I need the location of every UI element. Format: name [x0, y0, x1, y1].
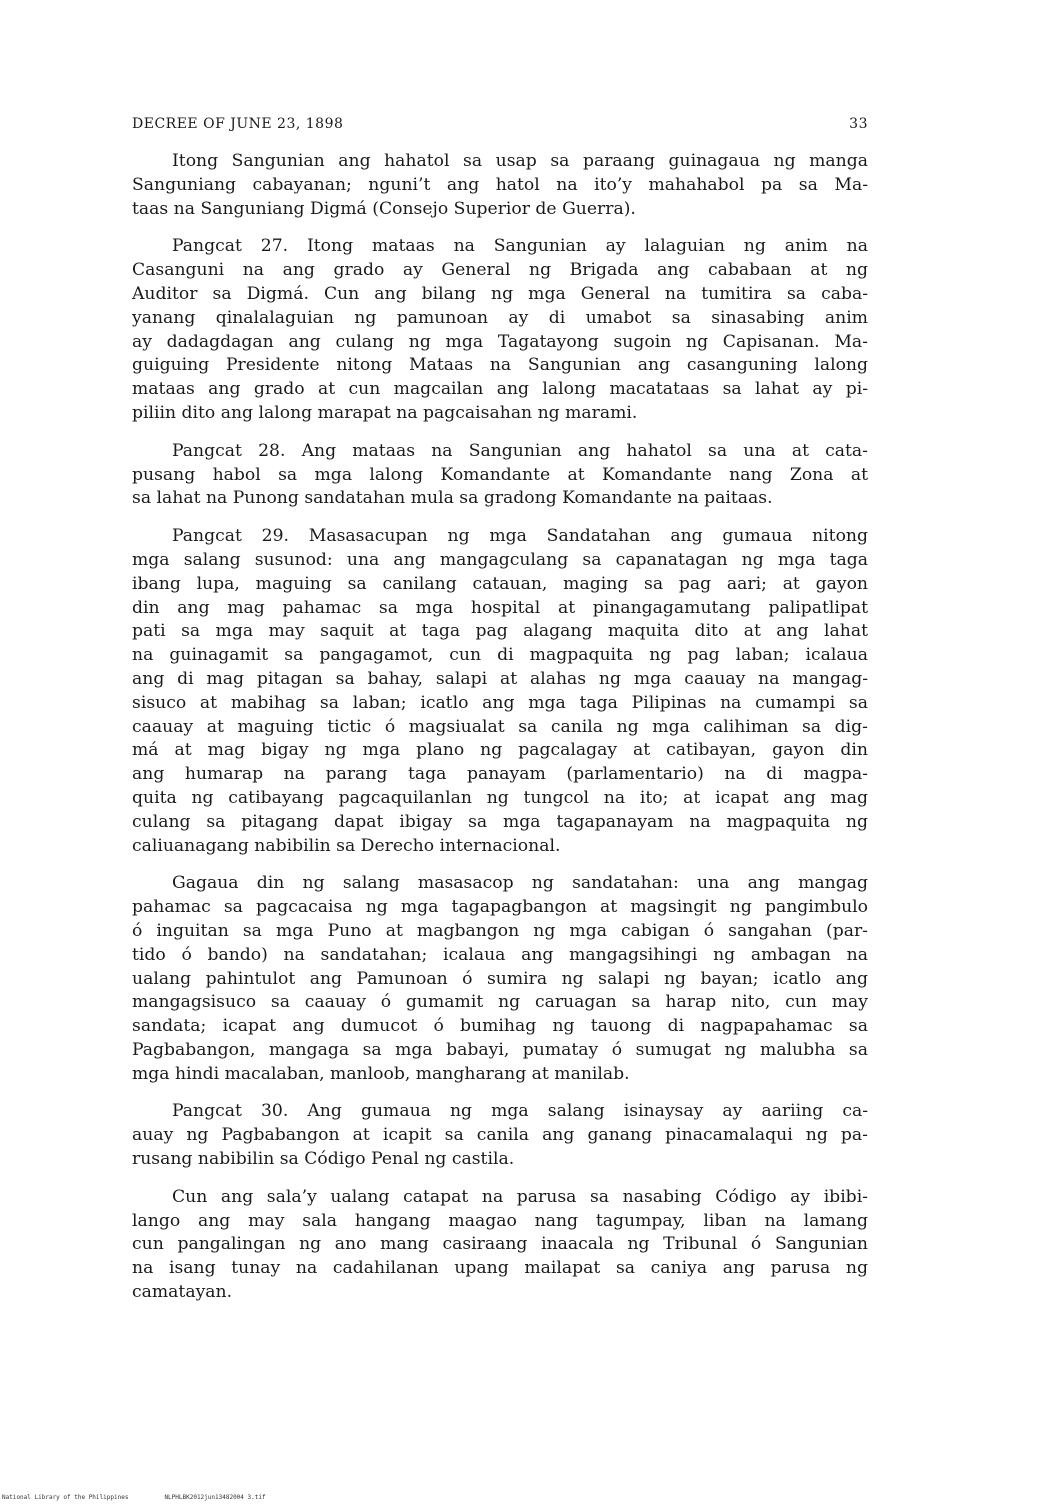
document-body — [132, 150, 868, 1319]
text-line: Pangcat 28. Ang mataas na Sangunian ang hahatol sa una at cata- — [172, 440, 868, 461]
text-line: Sanguniang cabayanan; nguni’t ang hatol na ito’y mahahabol pa sa Ma- — [132, 174, 868, 195]
paragraph — [132, 1186, 868, 1305]
text-line: Pagbabangon, mangaga sa mga babayi, pumatay ó sumugat ng malubha sa — [132, 1039, 868, 1060]
text-line: ualang pahintulot ang Pamunoan ó sumira ng salapi ng bayan; icatlo ang — [132, 968, 868, 989]
text-line: na isang tunay na cadahilanan upang mailapat sa caniya ang parusa ng — [132, 1258, 868, 1279]
text-line: Casanguni na ang grado ay General ng Brigada ang cababaan at ng — [132, 260, 868, 281]
text-line: sisuco at mabihag sa laban; icatlo ang mga taga Pilipinas na cumampi sa — [132, 692, 868, 713]
text-line: camatayan. — [132, 1282, 233, 1303]
text-line: mga salang susunod: una ang mangagculang sa capanatagan ng mga taga — [132, 549, 868, 570]
text-line: pati sa mga may saquit at taga pag alagang maquita dito at ang lahat — [132, 621, 868, 642]
text-line: yanang qinalalaguian ng pamunoan ay di umabot sa sinasabing anim — [132, 307, 868, 328]
text-line: mangagsisuco sa caauay ó gumamit ng caruagan sa harap nito, cun may — [132, 992, 868, 1013]
paragraph — [132, 235, 868, 425]
paragraph — [132, 872, 868, 1086]
text-line: quita ng catibayang pagcaquilanlan ng tungcol na ito; at icapat ang mag — [132, 787, 868, 808]
running-header — [132, 116, 868, 132]
text-line: din ang mag pahamac sa mga hospital at pinangagamutang palipatlipat — [132, 597, 868, 618]
paragraph — [132, 525, 868, 858]
footer-library: National Library of the Philippines — [2, 1494, 129, 1501]
text-line: na guinagamit sa pangagamot, cun di magpaquita ng pag laban; icalaua — [132, 645, 868, 666]
text-line: taas na Sanguniang Digmá (Consejo Superior de Guerra). — [132, 198, 636, 219]
paragraph — [132, 440, 868, 511]
text-line: pahamac sa pagcacaisa ng mga tagapagbangon at magsingit ng pangimbulo — [132, 897, 868, 918]
text-line: Pangcat 30. Ang gumaua ng mga salang isinaysay ay aariing ca- — [172, 1101, 868, 1122]
text-line: Gagaua din ng salang masasacop ng sandatahan: una ang mangag — [172, 873, 868, 894]
text-line: Auditor sa Digmá. Cun ang bilang ng mga General na tumitira sa caba- — [132, 283, 868, 304]
text-line: piliin dito ang lalong marapat na pagcaisahan ng marami. — [132, 402, 638, 423]
text-line: ó inguitan sa mga Puno at magbangon ng mga cabigan ó sangahan (par- — [132, 920, 868, 941]
text-line: Pangcat 29. Masasacupan ng mga Sandatahan ang gumaua nitong — [172, 526, 868, 547]
text-line: auay ng Pagbabangon at icapit sa canila ang ganang pinacamalaqui ng pa- — [132, 1125, 868, 1146]
text-line: má at mag bigay ng mga plano ng pagcalagay at catibayan, gayon din — [132, 740, 868, 761]
text-line: mataas ang grado at cun magcailan ang lalong macatataas sa lahat ay pi- — [132, 379, 868, 400]
page-number: 33 — [849, 116, 868, 132]
text-line: lango ang may sala hangang maagao nang tagumpay, liban na lamang — [132, 1210, 868, 1231]
text-line: ang humarap na parang taga panayam (parlamentario) na di magpa- — [132, 764, 868, 785]
text-line: sa lahat na Punong sandatahan mula sa gradong Komandante na paitaas. — [132, 488, 773, 509]
text-line: ay dadagdagan ang culang ng mga Tagatayong sugoin ng Capisanan. Ma- — [132, 331, 868, 352]
text-line: Itong Sangunian ang hahatol sa usap sa paraang guinagaua ng manga — [172, 151, 868, 171]
text-line: sandata; icapat ang dumucot ó bumihag ng tauong di nagpapahamac sa — [132, 1016, 868, 1037]
text-line: rusang nabibilin sa Código Penal ng castila. — [132, 1149, 515, 1170]
text-line: ibang lupa, maguing sa canilang catauan, maging sa pag aari; at gayon — [132, 573, 868, 594]
header-title: DECREE OF JUNE 23, 1898 — [132, 116, 344, 132]
text-line: ang di mag pitagan sa bahay, salapi at alahas ng mga caauay na mangag- — [132, 668, 868, 689]
text-line: mga hindi macalaban, manloob, mangharang at manilab. — [132, 1063, 630, 1084]
text-line: tido ó bando) na sandatahan; icalaua ang mangagsihingi ng ambagan na — [132, 944, 868, 965]
text-line: pusang habol sa mga lalong Komandante at Komandante nang Zona at — [132, 464, 868, 485]
scan-footer — [2, 1494, 266, 1501]
text-line: culang sa pitagang dapat ibigay sa mga tagapanayam na magpaquita ng — [132, 811, 868, 832]
text-line: caliuanagang nabibilin sa Derecho internacional. — [132, 835, 561, 856]
text-line: Pangcat 27. Itong mataas na Sangunian ay lalaguian ng anim na — [172, 236, 868, 257]
text-line: caauay at maguing tictic ó magsiualat sa canila ng mga calihiman sa dig- — [132, 716, 868, 737]
text-line: cun pangalingan ng ano mang casiraang inaacala ng Tribunal ó Sangunian — [132, 1234, 868, 1255]
text-line: Cun ang sala’y ualang catapat na parusa sa nasabing Código ay ibibi- — [172, 1186, 868, 1207]
text-line: guiguing Presidente nitong Mataas na Sangunian ang casanguning lalong — [132, 355, 868, 376]
paragraph — [132, 150, 868, 221]
footer-filename: NLPHLBK2012jun13482004 3.tif — [164, 1494, 266, 1501]
paragraph — [132, 1100, 868, 1171]
